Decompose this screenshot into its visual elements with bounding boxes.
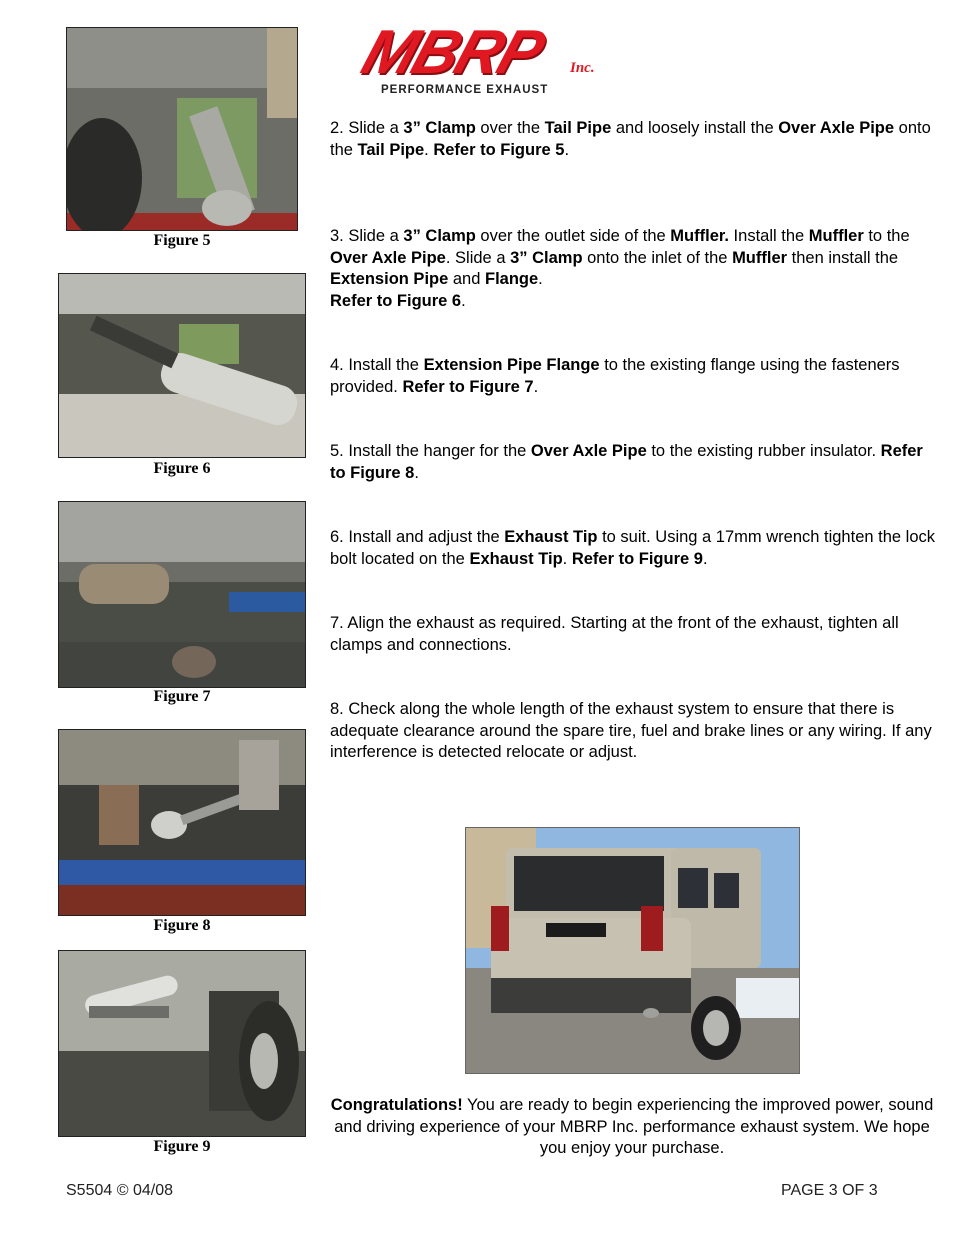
- bold-term: Refer to Figure 6: [330, 291, 462, 310]
- bold-term: Exhaust Tip: [504, 528, 598, 546]
- congratulations-message: Congratulations! You are ready to begin experiencing the improved power, sound and driving experience of your MBRP Inc. performance exhaust system. We hope you enjoy your purchase.: [330, 1096, 934, 1157]
- bold-term: Tail Pipe: [357, 140, 425, 159]
- bold-term: Exhaust Tip: [469, 549, 563, 568]
- bold-term: Muffler: [732, 248, 788, 267]
- figure-9-photo: [58, 950, 306, 1137]
- logo-inc: Inc.: [570, 60, 595, 76]
- step-6: 6. Install and adjust the Exhaust Tip to suit. Using a 17mm wrench tighten the lock bolt located on the Exhaust Tip. Refer to Figure 9.: [330, 528, 935, 568]
- bold-term: Extension Pipe Flange: [423, 356, 600, 374]
- logo-tagline: PERFORMANCE EXHAUST: [381, 84, 549, 96]
- bold-term: 3” Clamp: [403, 119, 476, 137]
- footer-page-number: PAGE 3 OF 3: [781, 1182, 878, 1199]
- logo-wordmark: MBRP: [353, 18, 551, 87]
- step-8: 8. Check along the whole length of the exhaust system to ensure that there is adequate clearance around the spare tire, fuel and brake lines or any wiring. If any interference is detected relocate or adjust.: [330, 700, 932, 761]
- step-3: 3. Slide a 3” Clamp over the outlet side of the Muffler. Install the Muffler to the Over Axle Pipe. Slide a 3” Clamp onto the inlet of the Muffler then install the Extension Pipe and Flange. Refer to Figure 6.: [330, 227, 910, 310]
- bold-term: Refer to Figure 8: [330, 442, 923, 482]
- step-2: 2. Slide a 3” Clamp over the Tail Pipe and loosely install the Over Axle Pipe onto the Tail Pipe. Refer to Figure 5.: [330, 119, 931, 159]
- figure-8-photo: [58, 729, 306, 916]
- bold-term: Refer to Figure 5: [433, 140, 565, 159]
- bold-term: Over Axle Pipe: [530, 442, 647, 460]
- figure-6-photo: [58, 273, 306, 458]
- bold-term: Congratulations!: [330, 1096, 463, 1114]
- bold-term: 3” Clamp: [510, 248, 583, 267]
- bold-term: Muffler.: [670, 227, 729, 245]
- bold-term: Refer to Figure 7: [402, 377, 534, 396]
- bold-term: Muffler: [808, 227, 864, 245]
- figure-7-caption: Figure 7: [153, 688, 211, 705]
- figure-9-caption: Figure 9: [153, 1138, 211, 1155]
- bold-term: 3” Clamp: [403, 227, 476, 245]
- bold-term: Refer to Figure 9: [571, 549, 703, 568]
- bold-term: Over Axle Pipe: [778, 119, 895, 137]
- figure-5-photo: [66, 27, 298, 231]
- step-4: 4. Install the Extension Pipe Flange to the existing flange using the fasteners provided. Refer to Figure 7.: [330, 356, 900, 396]
- step-7: 7. Align the exhaust as required. Starting at the front of the exhaust, tighten all clamps and connections.: [330, 614, 899, 654]
- bold-term: Extension Pipe: [330, 270, 449, 288]
- figure-5-caption: Figure 5: [153, 232, 211, 249]
- mbrp-logo: [353, 18, 615, 100]
- bold-term: Over Axle Pipe: [330, 248, 446, 267]
- footer-document-id: S5504 © 04/08: [66, 1182, 173, 1199]
- step-5: 5. Install the hanger for the Over Axle Pipe to the existing rubber insulator. Refer to Figure 8.: [330, 442, 923, 482]
- bold-term: Flange: [484, 270, 539, 288]
- figure-8-caption: Figure 8: [153, 917, 211, 934]
- bold-term: Tail Pipe: [544, 119, 612, 137]
- figure-7-photo: [58, 501, 306, 688]
- vehicle-photo: [465, 827, 800, 1074]
- figure-6-caption: Figure 6: [153, 460, 211, 477]
